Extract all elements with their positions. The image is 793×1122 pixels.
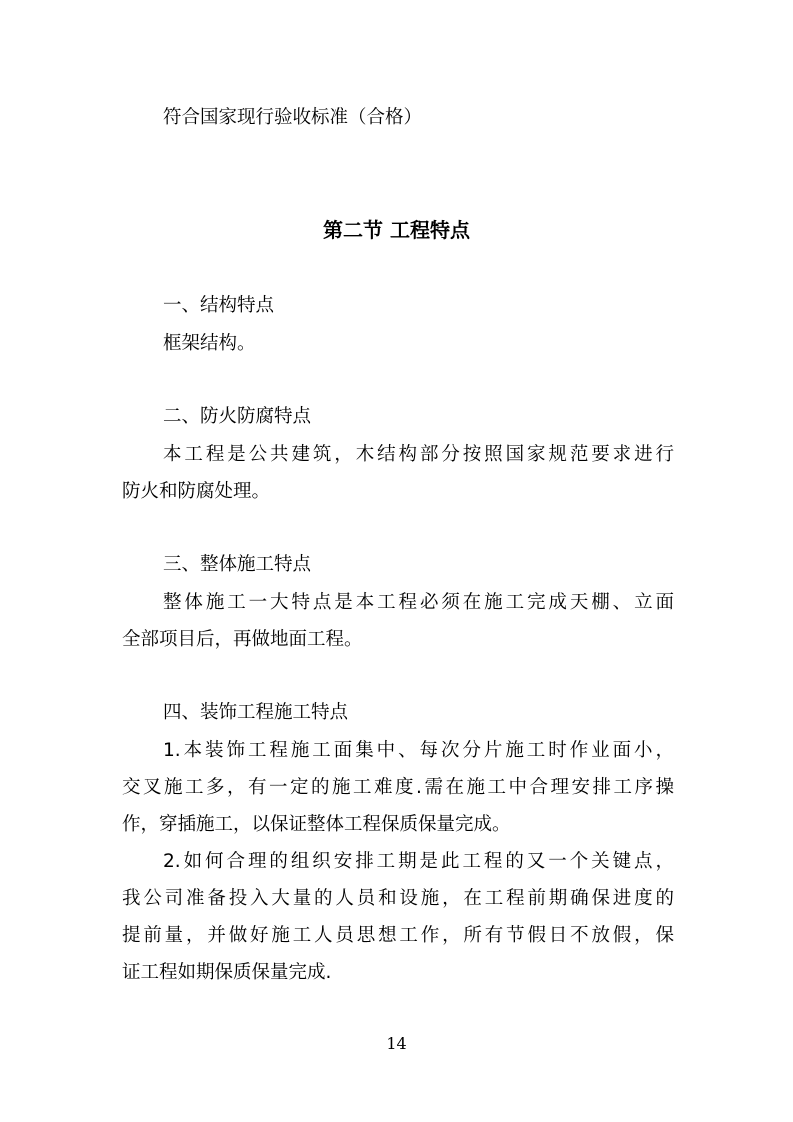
section-heading-overall-construction: 三、整体施工特点	[163, 554, 312, 575]
paragraph-line: 全部项目后，再做地面工程。	[122, 629, 363, 650]
paragraph-line: 证工程如期保质保量完成.	[122, 962, 332, 983]
intro-line: 符合国家现行验收标准（合格）	[163, 107, 423, 128]
paragraph-line: 提前量，并做好施工人员思想工作，所有节假日不放假，保	[122, 925, 674, 946]
section-heading-decoration: 四、装饰工程施工特点	[163, 702, 349, 723]
section-heading-fire-corrosion: 二、防火防腐特点	[163, 406, 312, 427]
page-number: 14	[386, 1034, 407, 1053]
paragraph-line: 本工程是公共建筑，木结构部分按照国家规范要求进行	[163, 444, 674, 465]
paragraph-line: 整体施工一大特点是本工程必须在施工完成天棚、立面	[163, 592, 674, 613]
paragraph-line: 我公司准备投入大量的人员和设施，在工程前期确保进度的	[122, 888, 674, 909]
paragraph-line: 作，穿插施工，以保证整体工程保质保量完成。	[122, 814, 511, 835]
section-heading-structure: 一、结构特点	[163, 295, 275, 316]
paragraph-line: 1.本装饰工程施工面集中、每次分片施工时作业面小，	[163, 740, 674, 761]
paragraph-line: 交叉施工多，有一定的施工难度.需在施工中合理安排工序操	[122, 777, 674, 798]
paragraph-line: 2.如何合理的组织安排工期是此工程的又一个关键点，	[163, 851, 674, 872]
paragraph-line: 框架结构。	[163, 333, 256, 354]
paragraph-line: 防火和防腐处理。	[122, 481, 271, 502]
section-title: 第二节 工程特点	[323, 218, 470, 242]
